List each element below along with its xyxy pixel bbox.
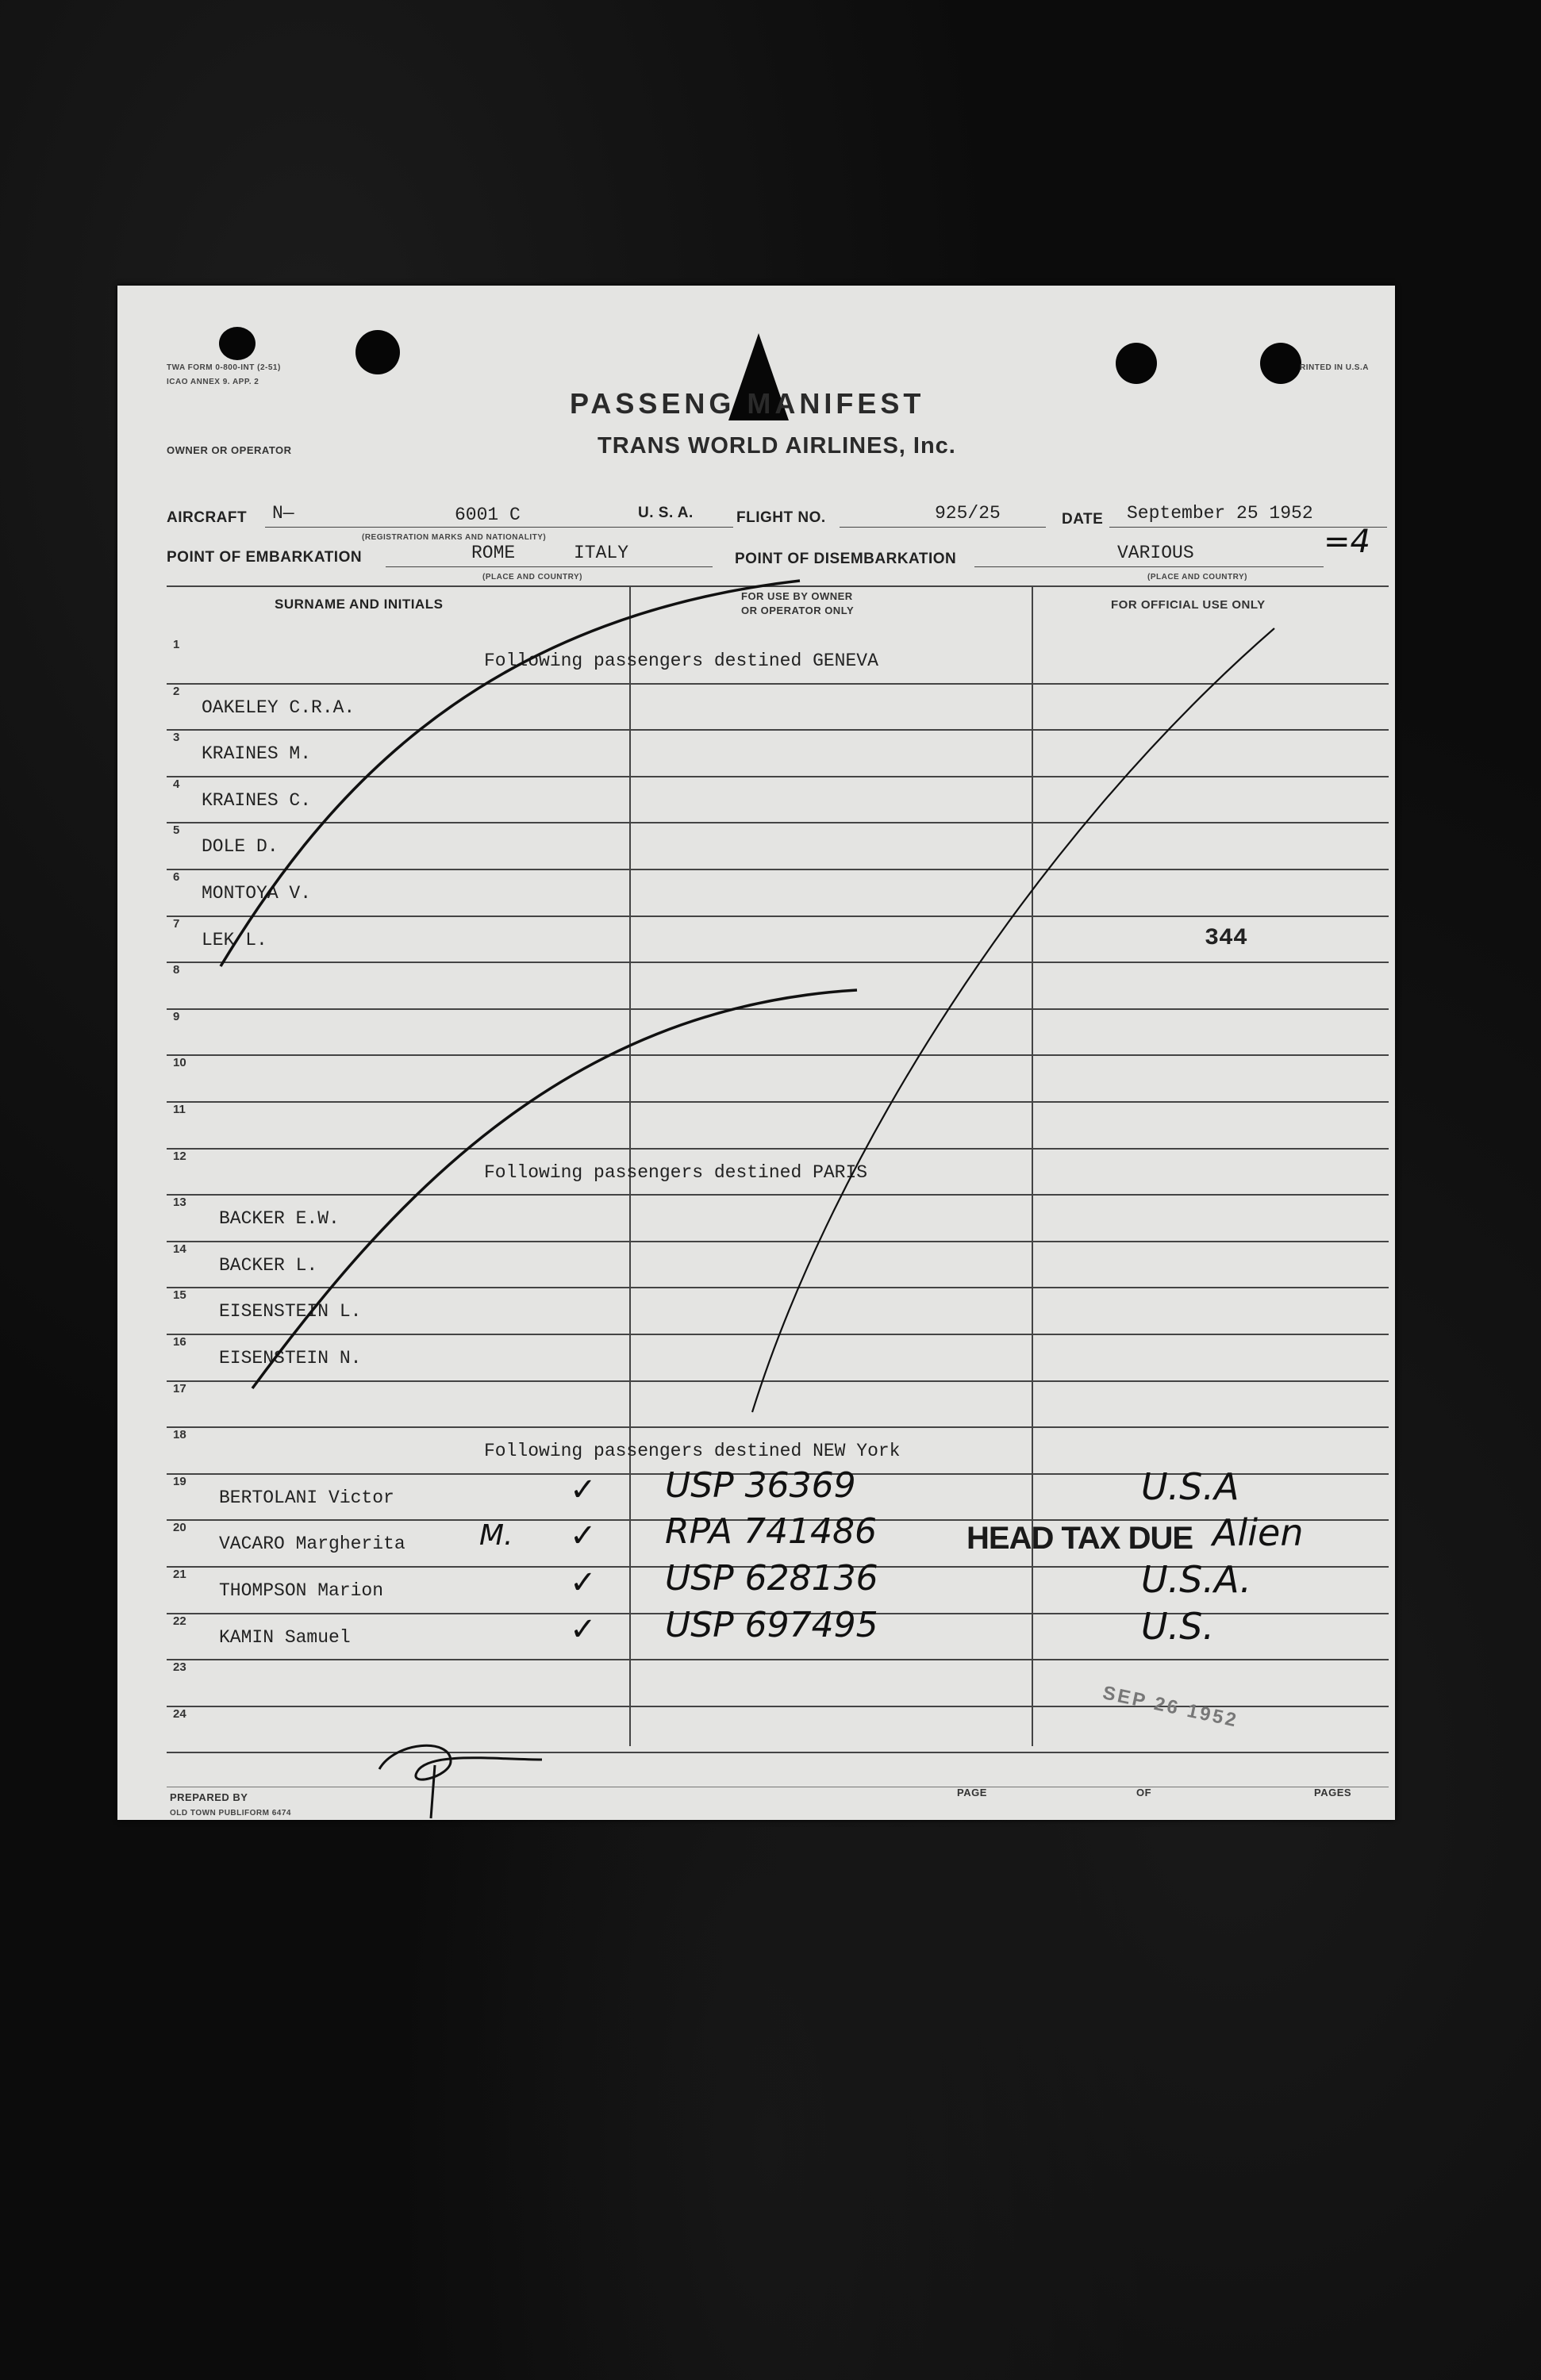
printed-in: RINTED IN U.S.A — [1300, 363, 1369, 372]
passport-number: USP 36369 — [665, 1464, 856, 1506]
column-header-surname: SURNAME AND INITIALS — [275, 597, 444, 612]
embark-place-caption: (PLACE AND COUNTRY) — [482, 573, 582, 582]
check-mark: ✓ — [570, 1518, 597, 1555]
row-number: 3 — [173, 731, 180, 745]
check-mark: ✓ — [570, 1610, 597, 1648]
printer-credit: OLD TOWN PUBLIFORM 6474 — [170, 1809, 291, 1818]
official-nationality: U.S. — [1141, 1604, 1215, 1648]
column-header-owner-1: FOR USE BY OWNER — [741, 590, 853, 602]
row-number: 2 — [173, 684, 180, 698]
row-number: 21 — [173, 1568, 186, 1581]
destination-heading: Following passengers destined GENEVA — [484, 651, 878, 671]
row-number: 24 — [173, 1706, 186, 1721]
passenger-name: KRAINES C. — [202, 789, 312, 811]
date-label: DATE — [1062, 511, 1104, 528]
official-number: 344 — [1205, 924, 1248, 952]
row-number: 11 — [173, 1103, 186, 1116]
destination-heading: Following passengers destined PARIS — [484, 1161, 868, 1183]
passenger-name: OAKELEY C.R.A. — [202, 697, 355, 718]
row-number: 1 — [173, 638, 180, 651]
airline-name: TRANS WORLD AIRLINES, Inc. — [598, 433, 956, 459]
received-date-stamp: SEP 26 1952 — [1101, 1682, 1241, 1732]
row-number: 4 — [173, 777, 180, 791]
row-number: 14 — [173, 1242, 186, 1256]
cancel-stroke-paris — [252, 990, 857, 1388]
of-label: OF — [1136, 1787, 1152, 1798]
embarkation-label: POINT OF EMBARKATION — [167, 549, 363, 566]
flight-number: 925/25 — [935, 503, 1001, 524]
passport-number: USP 697495 — [665, 1604, 878, 1645]
aircraft-prefix: N— — [272, 503, 294, 524]
head-tax-stamp: HEAD TAX DUE — [966, 1521, 1193, 1557]
row-number: 16 — [173, 1335, 186, 1349]
ink-strokes — [117, 286, 1395, 1820]
disembarkation-label: POINT OF DISEMBARKATION — [735, 551, 957, 567]
row-number: 17 — [173, 1381, 186, 1395]
embark-city: ROME — [471, 543, 516, 563]
row-number: 22 — [173, 1614, 186, 1628]
icao-annex: ICAO ANNEX 9. APP. 2 — [167, 378, 259, 386]
aircraft-label: AIRCRAFT — [167, 509, 248, 526]
embark-country: ITALY — [574, 543, 629, 563]
row-number: 13 — [173, 1196, 186, 1210]
passenger-name: KAMIN Samuel — [219, 1626, 351, 1648]
passenger-name: EISENSTEIN N. — [219, 1348, 362, 1368]
check-mark: ✓ — [570, 1564, 597, 1601]
flight-date: September 25 1952 — [1127, 503, 1313, 524]
nationality: U. S. A. — [638, 505, 694, 521]
destination-heading: Following passengers destined NEW York — [484, 1441, 901, 1462]
passenger-name: VACARO Margherita — [219, 1534, 405, 1555]
passenger-name: BERTOLANI Victor — [219, 1487, 394, 1508]
official-nationality: Alien — [1212, 1511, 1304, 1555]
row-number: 10 — [173, 1056, 186, 1070]
passenger-name: EISENSTEIN L. — [219, 1301, 362, 1322]
passenger-name: DOLE D. — [202, 836, 279, 858]
aircraft-number: 6001 C — [455, 505, 521, 525]
row-number: 19 — [173, 1474, 186, 1488]
cancel-stroke-geneva — [221, 581, 800, 966]
form-id: TWA FORM 0-800-INT (2-51) — [167, 363, 281, 372]
passenger-name: MONTOYA V. — [202, 883, 312, 904]
passport-number: USP 628136 — [665, 1558, 878, 1599]
official-nationality: U.S.A. — [1141, 1558, 1252, 1601]
row-number: 8 — [173, 963, 180, 977]
passenger-name: THOMPSON Marion — [219, 1580, 384, 1601]
prepared-by-label: PREPARED BY — [170, 1791, 248, 1803]
official-nationality: U.S.A — [1141, 1464, 1239, 1508]
disembark-place-caption: (PLACE AND COUNTRY) — [1147, 573, 1247, 582]
column-header-owner-2: OR OPERATOR ONLY — [741, 605, 855, 616]
row-number: 12 — [173, 1149, 186, 1163]
page-label: PAGE — [957, 1787, 987, 1798]
row-number: 15 — [173, 1288, 186, 1303]
passenger-mark: M. — [479, 1519, 513, 1553]
row-number: 7 — [173, 916, 180, 931]
manifest-sheet — [117, 286, 1395, 1820]
page-title: PASSENG MANIFEST — [570, 387, 925, 420]
row-number: 18 — [173, 1428, 186, 1442]
passport-number: RPA 741486 — [665, 1511, 877, 1553]
signature-mark — [379, 1745, 542, 1818]
passenger-name: LEK L. — [202, 929, 267, 950]
passenger-name: BACKER L. — [219, 1254, 318, 1276]
pages-label: PAGES — [1314, 1787, 1352, 1798]
row-number: 23 — [173, 1660, 186, 1675]
row-number: 5 — [173, 823, 180, 838]
disembark-value: VARIOUS — [1117, 543, 1194, 563]
long-diagonal-stroke — [752, 628, 1274, 1412]
column-header-official: FOR OFFICIAL USE ONLY — [1111, 598, 1266, 612]
row-number: 9 — [173, 1009, 180, 1023]
row-number: 6 — [173, 870, 180, 884]
owner-operator-label: OWNER OR OPERATOR — [167, 444, 292, 456]
count-note: =4 — [1324, 524, 1370, 560]
row-number: 20 — [173, 1521, 186, 1535]
flight-no-label: FLIGHT NO. — [736, 509, 826, 526]
passenger-name: BACKER E.W. — [219, 1208, 340, 1230]
check-mark: ✓ — [570, 1471, 597, 1508]
passenger-name: KRAINES M. — [202, 743, 312, 765]
registration-caption: (REGISTRATION MARKS AND NATIONALITY) — [362, 533, 547, 542]
